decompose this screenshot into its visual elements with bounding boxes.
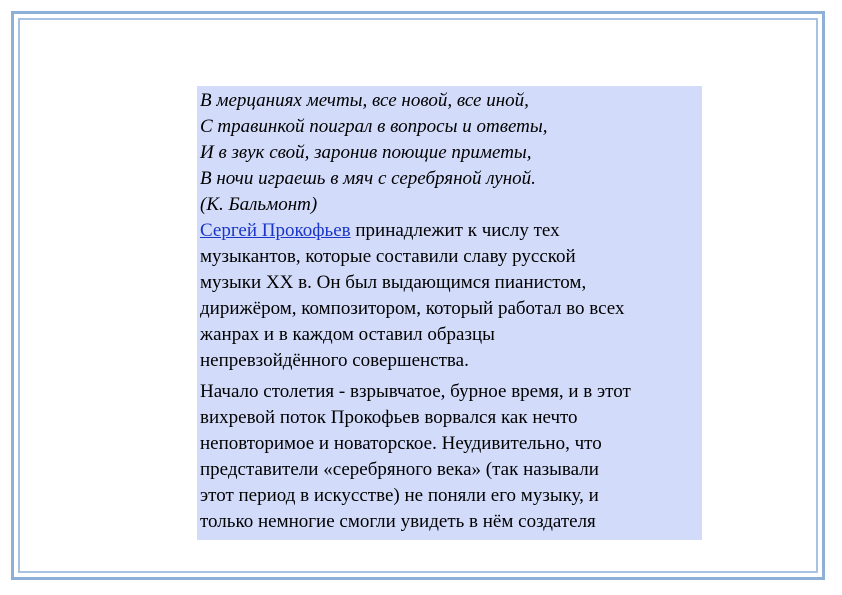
paragraph-line: этот период в искусстве) не поняли его музыку, и xyxy=(200,485,599,506)
paragraph-line: неповторимое и новаторское. Неудивительно, что xyxy=(200,433,602,454)
paragraph-line: дирижёром, композитором, который работал во всех xyxy=(200,298,625,319)
paragraph-intro xyxy=(200,218,702,374)
epigraph-poem xyxy=(200,88,702,218)
prokofiev-link[interactable]: Сергей Прокофьев xyxy=(200,220,351,241)
paragraph-line xyxy=(200,218,702,244)
poem-line: И в звук свой, заронив поющие приметы, xyxy=(200,142,532,163)
paragraph-line: только немногие смогли увидеть в нём создателя xyxy=(200,511,596,532)
poem-line: В мерцаниях мечты, все новой, все иной, xyxy=(200,90,529,111)
text-box xyxy=(197,86,702,540)
poem-line: В ночи играешь в мяч с серебряной луной. xyxy=(200,168,536,189)
paragraph-text: принадлежит к числу тех xyxy=(350,220,560,241)
paragraph-line: вихревой поток Прокофьев ворвался как нечто xyxy=(200,407,578,428)
paragraph-line: музыкантов, которые составили славу русской xyxy=(200,246,576,267)
paragraph-line: музыки XX в. Он был выдающимся пианистом, xyxy=(200,272,587,293)
paragraph-line: жанрах и в каждом оставил образцы xyxy=(200,324,495,345)
poem-author: (К. Бальмонт) xyxy=(200,194,318,215)
paragraph-line: Начало столетия - взрывчатое, бурное время, и в этот xyxy=(200,381,631,402)
poem-line: С травинкой поиграл в вопросы и ответы, xyxy=(200,116,548,137)
paragraph-century xyxy=(200,379,702,535)
paragraph-line: непревзойдённого совершенства. xyxy=(200,350,469,371)
paragraph-line: представители «серебряного века» (так называли xyxy=(200,459,599,480)
